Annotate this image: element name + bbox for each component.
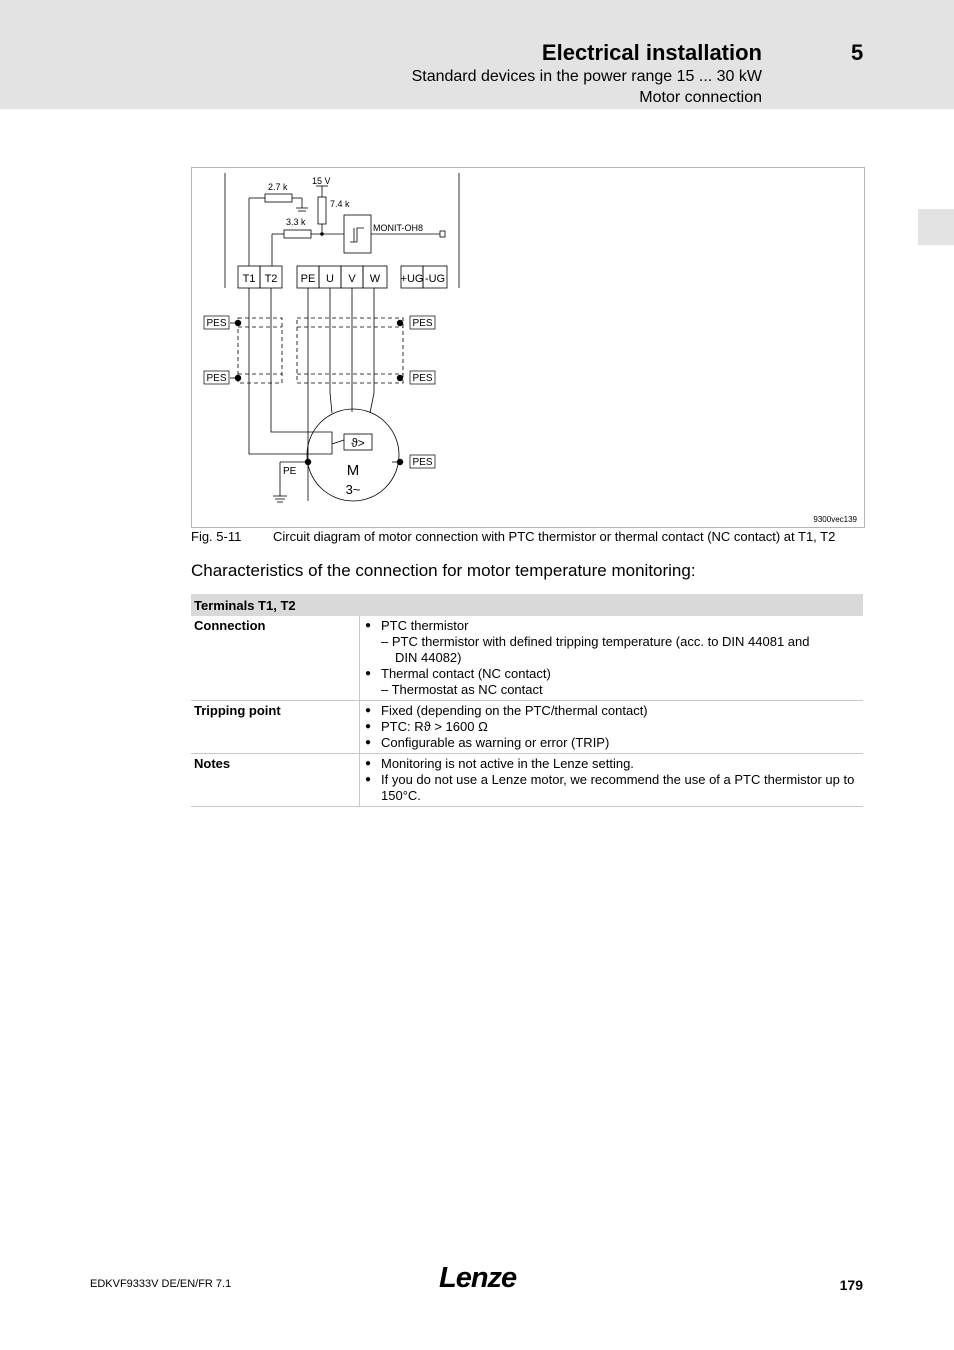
pes-label: PES — [412, 457, 433, 468]
label-plus-ug: +UG — [400, 273, 424, 285]
label-15v: 15 V — [312, 176, 331, 186]
tripping-point-label: Tripping point — [191, 701, 360, 754]
pes-node — [397, 320, 403, 326]
pes-node — [235, 320, 241, 326]
figure-caption-text: Circuit diagram of motor connection with PTC thermistor or thermal contact (NC contact) at T1, T2 — [273, 529, 836, 544]
chapter-number: 5 — [851, 40, 864, 65]
pe-label: PE — [283, 466, 297, 477]
notes-label: Notes — [191, 754, 360, 807]
chapter-title: Electrical installation — [541, 40, 762, 65]
tripping-point-value — [360, 701, 864, 754]
motor-phase-label: 3~ — [345, 482, 361, 497]
label-7k4: 7.4 k — [330, 199, 350, 209]
label-3k3: 3.3 k — [286, 217, 306, 227]
pes-label: PES — [206, 373, 227, 384]
circuit-diagram-figure — [191, 167, 865, 528]
list-item: ● PTC thermistor — [364, 618, 860, 634]
list-item: ● If you do not use a Lenze motor, we recommend the use of a PTC thermistor up to 150°C. — [364, 772, 860, 804]
characteristics-table — [191, 594, 863, 807]
schmitt-trigger — [344, 215, 371, 253]
pes-label: PES — [412, 318, 433, 329]
label-w: W — [369, 273, 381, 285]
page-number: 179 — [839, 1277, 863, 1293]
resistor-2k7 — [265, 194, 292, 202]
table-header: Terminals T1, T2 — [191, 594, 863, 616]
label-u: U — [326, 273, 334, 285]
list-item: ● Thermal contact (NC contact) — [364, 666, 860, 682]
figure-code: 9300vec139 — [813, 515, 857, 524]
resistor-7k4 — [318, 197, 326, 224]
label-t1: T1 — [242, 273, 256, 285]
figure-number: Fig. 5-11 — [191, 529, 242, 544]
label-2k7: 2.7 k — [268, 182, 288, 192]
subsection-subtitle: Motor connection — [639, 89, 762, 106]
list-item: ● PTC: Rϑ > 1600 Ω — [364, 719, 860, 735]
label-t2: T2 — [264, 273, 278, 285]
label-minus-ug: -UG — [424, 273, 446, 285]
shield-motor-cable — [297, 318, 403, 383]
table-row — [191, 701, 863, 754]
schmitt-symbol — [350, 228, 364, 242]
pes-label: PES — [412, 373, 433, 384]
pes-label: PES — [206, 318, 227, 329]
chapter-side-tab — [918, 209, 954, 245]
label-monit-oh8: MONIT-OH8 — [373, 223, 424, 233]
notes-value — [360, 754, 864, 807]
resistor-3k3 — [284, 230, 311, 238]
list-item: ● Monitoring is not active in the Lenze setting. — [364, 756, 860, 772]
connection-value — [360, 616, 864, 701]
header-band — [0, 0, 954, 109]
pes-node — [235, 375, 241, 381]
label-v: V — [348, 273, 356, 285]
section-subtitle: Standard devices in the power range 15 ... 30 kW — [411, 68, 762, 85]
list-sub-item: – Thermostat as NC contact — [381, 682, 543, 697]
list-item: ● Fixed (depending on the PTC/thermal contact) — [364, 703, 860, 719]
section-heading: Characteristics of the connection for motor temperature monitoring: — [191, 561, 696, 580]
lenze-logo: Lenze — [439, 1262, 517, 1294]
document-id: EDKVF9333V DE/EN/FR 7.1 — [90, 1278, 232, 1290]
circuit-diagram — [192, 168, 864, 527]
table-row — [191, 754, 863, 807]
thermal-symbol: ϑ> — [351, 436, 365, 450]
pes-node — [397, 375, 403, 381]
table-row — [191, 616, 863, 701]
label-pe-terminal: PE — [300, 273, 316, 285]
connection-label: Connection — [191, 616, 360, 701]
list-item: ● Configurable as warning or error (TRIP) — [364, 735, 860, 751]
monit-oh8-output — [440, 231, 445, 237]
figure-caption — [191, 529, 835, 544]
table-header-row — [191, 594, 863, 616]
motor-m-label: M — [346, 462, 360, 479]
list-sub-item: – PTC thermistor with defined tripping temperature (acc. to DIN 44081 and DIN 44082) — [381, 634, 810, 665]
motor-wiring — [249, 288, 400, 501]
shield-t1t2 — [238, 318, 282, 383]
